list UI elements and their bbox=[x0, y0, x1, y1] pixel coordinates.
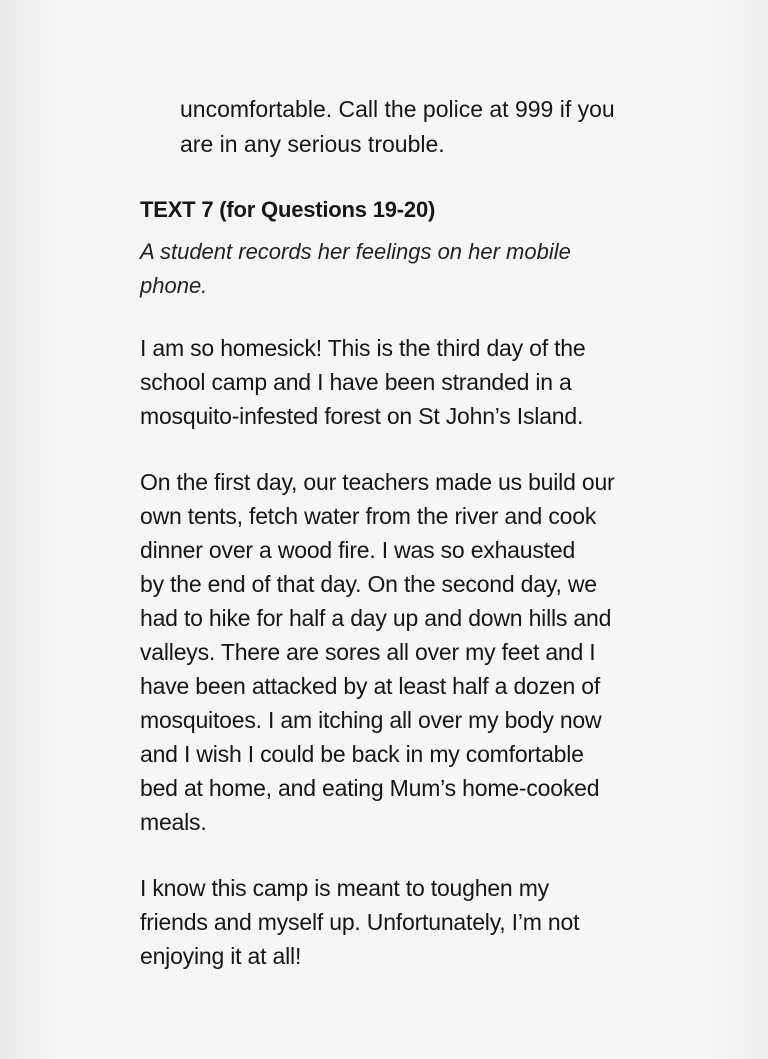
text-line: uncomfortable. Call the police at 999 if you bbox=[180, 96, 615, 122]
text-line: I know this camp is meant to toughen my bbox=[140, 875, 549, 901]
text-line: had to hike for half a day up and down hills and bbox=[140, 605, 612, 631]
text-line: friends and myself up. Unfortunately, I’m not bbox=[140, 909, 580, 935]
paragraph-homesick bbox=[140, 331, 730, 433]
text-line: On the first day, our teachers made us build our bbox=[140, 469, 615, 495]
text-line: and I wish I could be back in my comfortable bbox=[140, 741, 584, 767]
text-line: mosquitoes. I am itching all over my body now bbox=[140, 707, 602, 733]
text-line: A student records her feelings on her mobile bbox=[140, 239, 571, 264]
section-intro bbox=[140, 235, 730, 303]
text-line: dinner over a wood fire. I was so exhausted bbox=[140, 537, 576, 563]
document-body bbox=[140, 92, 730, 973]
text-line: by the end of that day. On the second day, we bbox=[140, 571, 597, 597]
text-line: meals. bbox=[140, 809, 207, 835]
text-line: own tents, fetch water from the river and cook bbox=[140, 503, 597, 529]
text-line: valleys. There are sores all over my feet and I bbox=[140, 639, 596, 665]
paragraph-conclusion bbox=[140, 871, 730, 973]
paragraph-camp-days bbox=[140, 465, 730, 839]
text-line: I am so homesick! This is the third day of the bbox=[140, 335, 586, 361]
text-line: school camp and I have been stranded in a bbox=[140, 369, 572, 395]
text-line: mosquito-infested forest on St John’s Island. bbox=[140, 403, 584, 429]
text-line: have been attacked by at least half a dozen of bbox=[140, 673, 601, 699]
text-line: are in any serious trouble. bbox=[180, 131, 445, 157]
section-heading: TEXT 7 (for Questions 19-20) bbox=[140, 197, 436, 222]
text-line: enjoying it at all! bbox=[140, 943, 302, 969]
text-line: phone. bbox=[140, 273, 208, 298]
text-line: bed at home, and eating Mum’s home-cooked bbox=[140, 775, 600, 801]
continued-paragraph bbox=[180, 92, 730, 162]
